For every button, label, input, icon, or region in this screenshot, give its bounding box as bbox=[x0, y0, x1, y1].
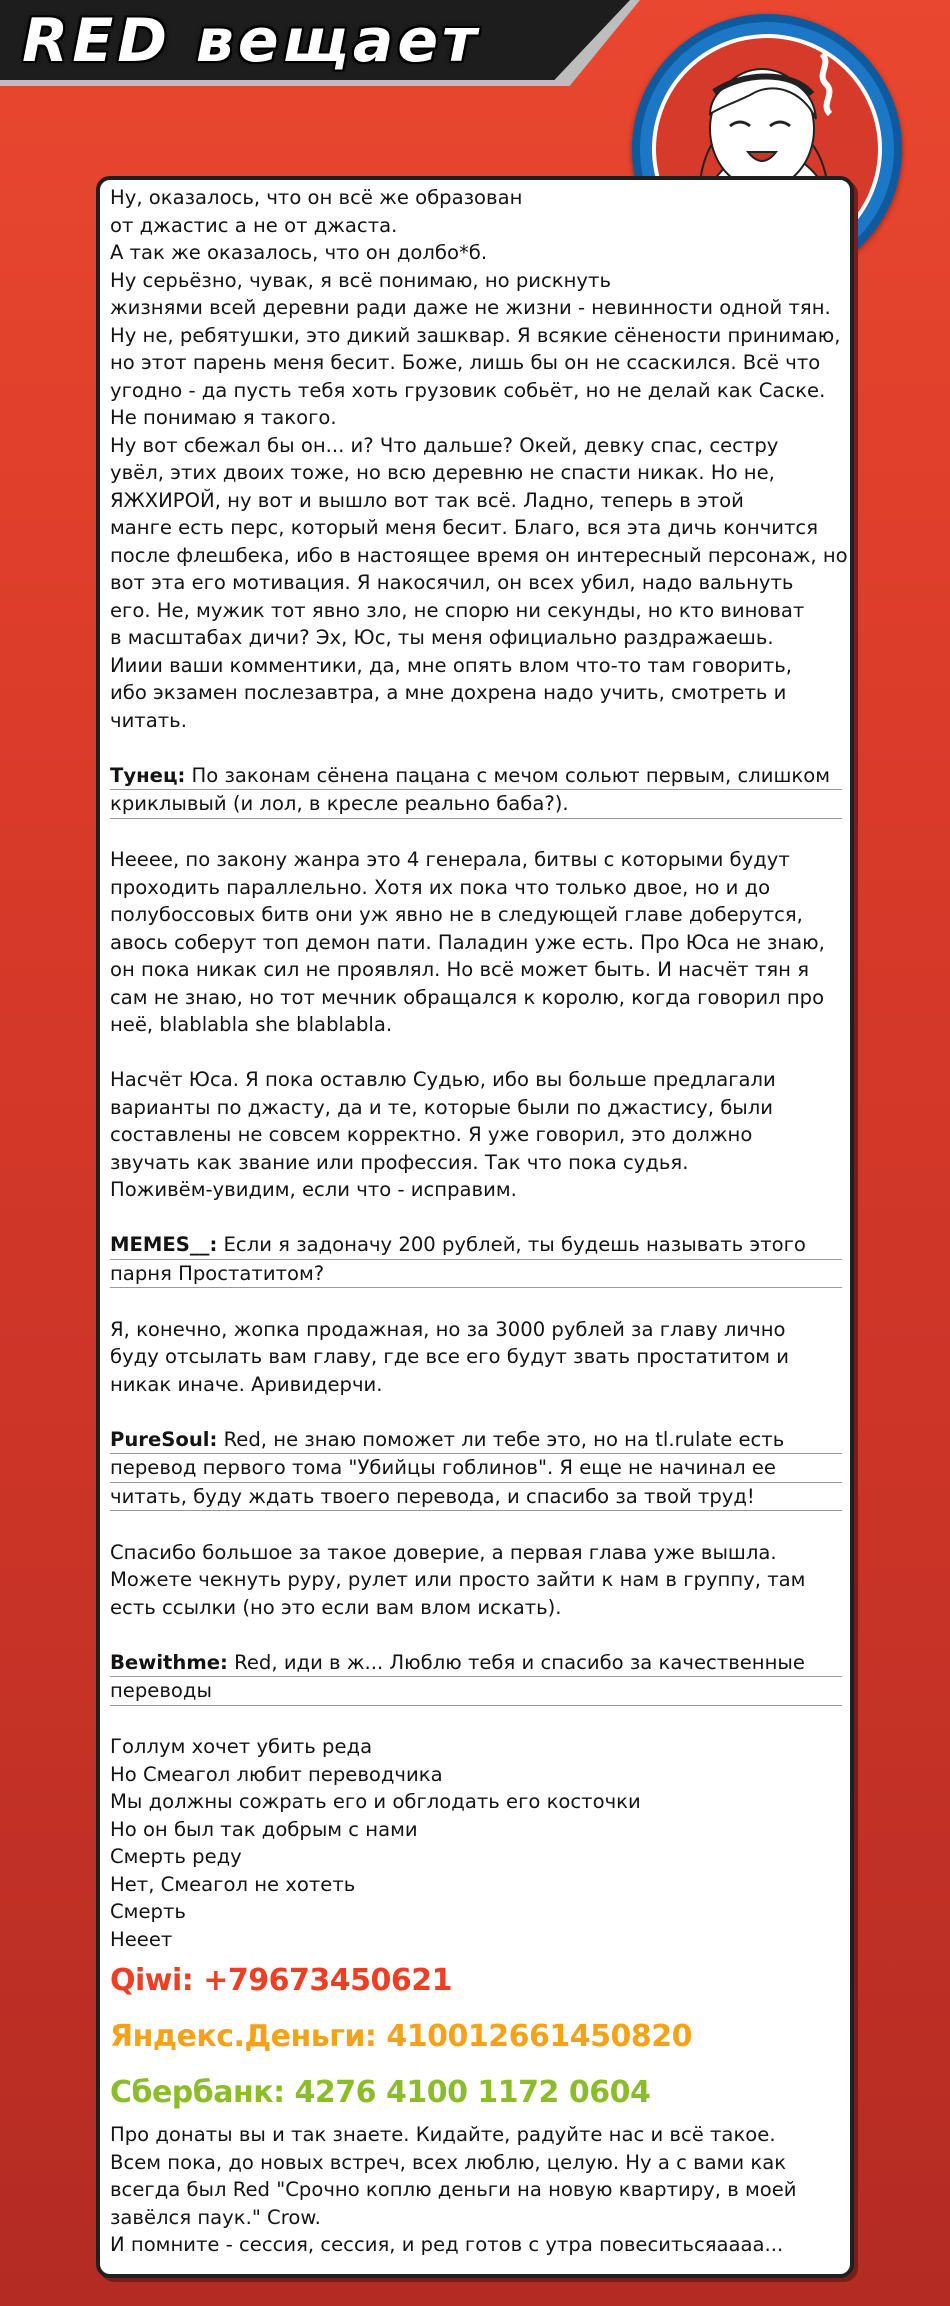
reply-puresoul bbox=[110, 1539, 842, 1622]
text-line: всегда был Red "Срочно коплю деньги на новую квартиру, в моей bbox=[110, 2178, 797, 2201]
text-line: Нееет bbox=[110, 1927, 173, 1951]
comment-line bbox=[110, 1649, 842, 1678]
text-line: ЯЖХИРОЙ, ну вот и вышло вот так всё. Ладно, теперь в этой bbox=[110, 488, 744, 512]
text-line: авось соберут топ демон пати. Паладин уже есть. Про Юса не знаю, bbox=[110, 930, 825, 954]
comment-memes bbox=[110, 1231, 842, 1288]
comment-text: Red, иди в ж... Люблю тебя и спасибо за качественные bbox=[227, 1650, 805, 1674]
text-line: Ну не, ребятушки, это дикий зашквар. Я всякие сёнености принимаю, bbox=[110, 323, 841, 347]
spacer bbox=[110, 1621, 842, 1649]
text-line: Нееее, по закону жанра это 4 генерала, битвы с которыми будут bbox=[110, 848, 790, 871]
text-card bbox=[96, 176, 854, 2278]
text-line: жизнями всей деревни ради даже не жизни - невинности одной тян. bbox=[110, 296, 831, 319]
text-line: составлены не совсем корректно. Я уже говорил, это должно bbox=[110, 1123, 753, 1146]
text-line: читать. bbox=[110, 708, 187, 732]
text-line: Ну, оказалось, что он всё же образован bbox=[110, 186, 523, 209]
comment-puresoul bbox=[110, 1426, 842, 1512]
text-line: Смерть реду bbox=[110, 1845, 242, 1868]
text-line: он пока никак сил не проявлял. Но всё может быть. И насчёт тян я bbox=[110, 958, 809, 981]
text-line: есть ссылки (но это если вам влом искать). bbox=[110, 1595, 562, 1619]
comment-line bbox=[110, 762, 842, 791]
text-line: сам не знаю, но тот мечник обращался к королю, когда говорил про bbox=[110, 985, 825, 1009]
text-line: проходить параллельно. Хотя их пока что только двое, но и до bbox=[110, 875, 771, 899]
text-line: полубоссовых битв они уж явно не в следующей главе доберутся, bbox=[110, 903, 803, 926]
comment-tunec bbox=[110, 762, 842, 819]
spacer bbox=[110, 819, 842, 847]
spacer bbox=[110, 734, 842, 762]
text-line: варианты по джасту, да и те, которые были по джастису, были bbox=[110, 1095, 774, 1119]
text-line: завёлся паук." Crow. bbox=[110, 2205, 321, 2229]
comment-line: перевод первого тома "Убийцы гоблинов". Я еще не начинал ее bbox=[110, 1454, 842, 1483]
comment-line: читать, буду ждать твоего перевода, и спасибо за твой труд! bbox=[110, 1483, 842, 1512]
text-line: Не понимаю я такого. bbox=[110, 406, 337, 429]
spacer bbox=[110, 1511, 842, 1539]
text-line: ибо экзамен послезавтра, а мне дохрена надо учить, смотреть и bbox=[110, 681, 787, 704]
text-line: Поживём-увидим, если что - исправим. bbox=[110, 1178, 517, 1201]
text-line: Голлум хочет убить реда bbox=[110, 1735, 373, 1758]
text-line: Ну серьёзно, чувак, я всё понимаю, но рискнуть bbox=[110, 268, 611, 292]
text-line: А так же оказалось, что он долбо*б. bbox=[110, 241, 488, 264]
text-line: от джастис а не от джаста. bbox=[110, 213, 398, 237]
text-line: но этот парень меня бесит. Боже, лишь бы он не ссаскился. Всё что bbox=[110, 351, 821, 374]
comment-line: криклывый (и лол, в кресле реально баба?). bbox=[110, 790, 842, 819]
spacer bbox=[110, 1288, 842, 1316]
text-line: Нет, Смеагол не хотеть bbox=[110, 1872, 356, 1896]
commenter-name: Тунец: bbox=[110, 763, 186, 787]
outro bbox=[110, 2121, 842, 2259]
text-line: Ну вот сбежал бы он... и? Что дальше? Окей, девку спас, сестру bbox=[110, 433, 779, 457]
comment-line: переводы bbox=[110, 1677, 842, 1706]
comment-text: Red, не знаю поможет ли тебе это, но на tl.rulate есть bbox=[217, 1427, 785, 1451]
text-line: И помните - сессия, сессия, и ред готов с утра повеситьсяаааа... bbox=[110, 2233, 784, 2256]
banner-title: RED вещает bbox=[22, 6, 481, 76]
spacer bbox=[110, 1039, 842, 1067]
text-line: Смерть bbox=[110, 1900, 186, 1923]
commenter-name: MEMES__: bbox=[110, 1233, 218, 1256]
commenter-name: PureSoul: bbox=[110, 1427, 218, 1451]
spacer bbox=[110, 1204, 842, 1232]
text-line: угодно - да пусть тебя хоть грузовик собьёт, но не делай как Саске. bbox=[110, 378, 826, 402]
text-line: его. Не, мужик тот явно зло, не спорю ни секунды, но кто виноват bbox=[110, 598, 805, 622]
text-line: Про донаты вы и так знаете. Кидайте, радуйте нас и всё такое. bbox=[110, 2123, 776, 2146]
text-line: в масштабах дичи? Эх, Юс, ты меня официально раздражаешь. bbox=[110, 626, 774, 649]
text-line: Ииии ваши комментики, да, мне опять влом что-то там говорить, bbox=[110, 653, 792, 677]
reply-memes bbox=[110, 1316, 842, 1399]
text-line: Спасибо большое за такое доверие, а первая глава уже вышла. bbox=[110, 1540, 777, 1564]
text-line: манге есть перс, который меня бесит. Благо, вся эта дичь кончится bbox=[110, 516, 818, 539]
donation-yandex: Яндекс.Деньги: 410012661450820 bbox=[110, 2019, 692, 2054]
donation-qiwi: Qiwi: +79673450621 bbox=[110, 1963, 452, 1998]
text-line: Мы должны сожрать его и обглодать его косточки bbox=[110, 1790, 641, 1813]
comment-line bbox=[110, 1426, 842, 1455]
text-line: Но Смеагол любит переводчика bbox=[110, 1762, 443, 1786]
commenter-name: Bewithme: bbox=[110, 1650, 228, 1674]
text-line: Я, конечно, жопка продажная, но за 3000 рублей за главу лично bbox=[110, 1317, 786, 1341]
donations bbox=[110, 1953, 842, 2121]
text-line: увёл, этих двоих тоже, но всю деревню не спасти никак. Но не, bbox=[110, 461, 775, 484]
card-content bbox=[110, 184, 848, 2259]
text-line: звучать как звание или профессия. Так что пока судья. bbox=[110, 1150, 689, 1174]
comment-line bbox=[110, 1231, 842, 1260]
text-line: после флешбека, ибо в настоящее время он интересный персонаж, но bbox=[110, 543, 848, 567]
text-line: Насчёт Юса. Я пока оставлю Судью, ибо вы больше предлагали bbox=[110, 1068, 776, 1091]
reply-yus bbox=[110, 1066, 842, 1204]
donation-sber: Сбербанк: 4276 4100 1172 0604 bbox=[110, 2075, 651, 2110]
text-line: Но он был так добрым с нами bbox=[110, 1817, 418, 1841]
text-line: Всем пока, до новых встреч, всех люблю, целую. Ну а с вами как bbox=[110, 2150, 787, 2174]
spacer bbox=[110, 1706, 842, 1734]
text-line: вот эта его мотивация. Я накосячил, он всех убил, надо вальнуть bbox=[110, 571, 794, 594]
text-line: неё, blablabla she blablabla. bbox=[110, 1013, 393, 1036]
text-line: буду отсылать вам главу, где все его будут звать простатитом и bbox=[110, 1345, 790, 1368]
comment-line: парня Простатитом? bbox=[110, 1260, 842, 1289]
comment-text: По законам сёнена пацана с мечом сольют первым, слишком bbox=[185, 763, 831, 787]
comment-bewithme bbox=[110, 1649, 842, 1706]
spacer bbox=[110, 1398, 842, 1426]
text-line: Можете чекнуть руру, рулет или просто зайти к нам в группу, там bbox=[110, 1568, 806, 1591]
comment-text: Если я задоначу 200 рублей, ты будешь называть этого bbox=[217, 1233, 806, 1256]
reply-tunec bbox=[110, 846, 842, 1039]
intro-text bbox=[110, 184, 848, 734]
text-line: никак иначе. Аривидерчи. bbox=[110, 1372, 383, 1396]
poem bbox=[110, 1733, 842, 1953]
